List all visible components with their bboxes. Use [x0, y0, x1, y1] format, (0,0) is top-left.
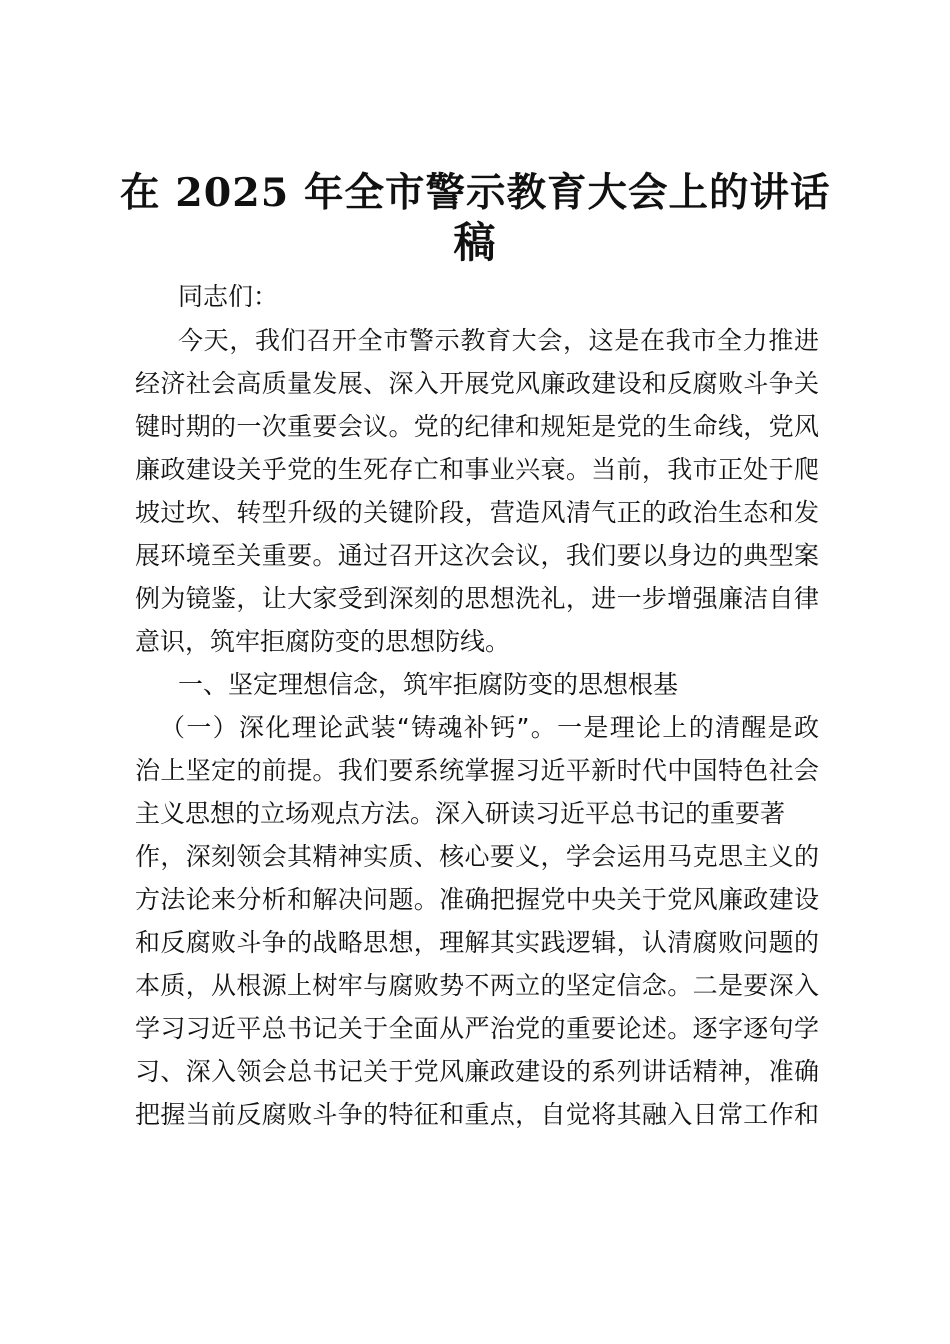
body-line: 本质，从根源上树牢与腐败势不两立的坚定信念。二是要深入 [135, 971, 819, 1000]
body-line: 主义思想的立场观点方法。深入研读习近平总书记的重要著 [135, 799, 786, 828]
body-line: 作，深刻领会其精神实质、核心要义，学会运用马克思主义的 [135, 842, 819, 871]
body-line: 意识，筑牢拒腐防变的思想防线。 [135, 627, 511, 656]
document-title-continued: 稿 [453, 218, 497, 267]
subsection-heading-line: （一）深化理论武装“铸魂补钙”。一是理论上的清醒是政 [160, 713, 819, 742]
body-line: 廉政建设关乎党的生死存亡和事业兴衰。当前，我市正处于爬 [135, 455, 819, 484]
document-title: 在 2025 年全市警示教育大会上的讲话 [120, 170, 831, 216]
body-line: 学习习近平总书记关于全面从严治党的重要论述。逐字逐句学 [135, 1014, 819, 1043]
body-line: 展环境至关重要。通过召开这次会议，我们要以身边的典型案 [135, 541, 819, 570]
body-line: 例为镜鉴，让大家受到深刻的思想洗礼，进一步增强廉洁自律 [135, 584, 819, 613]
body-line: 键时期的一次重要会议。党的纪律和规矩是党的生命线，党风 [135, 412, 819, 441]
salutation: 同志们： [178, 282, 279, 311]
body-line: 治上坚定的前提。我们要系统掌握习近平新时代中国特色社会 [135, 756, 819, 785]
body-line: 今天，我们召开全市警示教育大会，这是在我市全力推进 [178, 326, 819, 355]
body-line: 和反腐败斗争的战略思想，理解其实践逻辑，认清腐败问题的 [135, 928, 819, 957]
body-line: 经济社会高质量发展、深入开展党风廉政建设和反腐败斗争关 [135, 369, 819, 398]
section-heading: 一、坚定理想信念，筑牢拒腐防变的思想根基 [178, 670, 679, 699]
body-line: 把握当前反腐败斗争的特征和重点，自觉将其融入日常工作和 [135, 1100, 819, 1129]
body-line: 方法论来分析和解决问题。准确把握党中央关于党风廉政建设 [135, 885, 819, 914]
body-line: 习、深入领会总书记关于党风廉政建设的系列讲话精神，准确 [135, 1057, 819, 1086]
body-line: 坡过坎、转型升级的关键阶段，营造风清气正的政治生态和发 [135, 498, 819, 527]
